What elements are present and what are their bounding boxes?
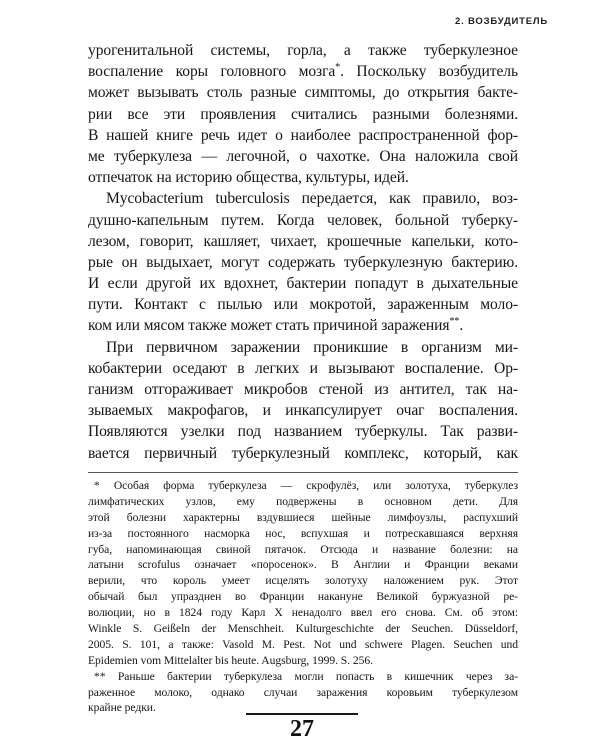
text-line: рые он выдыхает, могут содержать туберкулезную бактерию. (88, 253, 518, 271)
footnote-line: ** Раньше бактерии туберкулеза могли попасть в кишечник через за- (94, 669, 518, 683)
text-line: отпечаток на историю общества, культуры, идей. (88, 169, 409, 187)
text-line: лезом, говорит, кашляет, чихает, крошечные капельки, кото- (88, 232, 518, 250)
footnotes (88, 478, 518, 716)
footnote-line: из-за постоянного насморка нос, вспухшая и потрескавшаяся верхняя (88, 526, 518, 540)
text-line: ме туберкулеза — легочной, о чахотке. Она наложила свой (88, 147, 518, 165)
text-line: урогенитальной системы, горла, а также туберкулезное (88, 42, 518, 59)
text-line: И если другой их вдохнет, бактерии попадут в дыхательные (88, 275, 518, 293)
footnote-marker-2: ** (94, 669, 106, 683)
footnote-marker-1: * (94, 479, 100, 492)
footnote-line: этой болезни характерны вздувшиеся шейные лимфоузлы, распухший (88, 510, 518, 524)
footnote-ref-1: * (335, 62, 341, 73)
footnote-line: Winkle S. Geißeln der Menschheit. Kulturgeschichte der Seuchen. Düsseldorf, (88, 622, 518, 636)
running-header: 2. ВОЗБУДИТЕЛЬ (455, 16, 548, 27)
footnote-line: 2005. S. 101, а также: Vasold M. Pest. Not und schwere Plagen. Seuchen und (88, 637, 518, 651)
footnote-line: латыни scrofulus означает «поросенок». В Англии и Франции веками (88, 558, 518, 572)
footnote-line: верили, что король умеет исцелять золотуху наложением рук. Этот (88, 574, 518, 588)
footnote-line: обычай был упразднен во Франции накануне Великой буржуазной ре- (88, 590, 518, 604)
footnote-line: лимфатических узлов, ему подвержены в основном дети. Для (88, 494, 518, 508)
footnote-ref-2: ** (449, 316, 460, 328)
text-line: Mycobacterium tuberculosis передается, как правило, воз- (106, 190, 518, 208)
page-number: 27 (290, 716, 314, 742)
text-line: При первичном заражении проникшие в организм ми- (106, 338, 518, 356)
footnote-line: губа, напоминающая свиной пятачок. Отсюда и название болезни: на (88, 542, 518, 556)
text-line: воспаление коры головного мозга*. Поскольку возбудитель (88, 62, 518, 81)
main-text (88, 40, 518, 464)
footnote-line: * Особая форма туберкулеза — скрофулёз, или золотуха, туберкулез (94, 479, 518, 492)
footnote-line: крайне редки. (88, 701, 156, 715)
text-line: рии все эти проявления считались разными болезнями. (88, 105, 518, 123)
text-line: душно-капельным путем. Когда человек, больной туберку- (88, 211, 518, 229)
text-line: пути. Контакт с пылью или мокротой, зараженным моло- (88, 296, 518, 314)
text-line: ганизм отгораживает микробов стеной из антител, так на- (88, 381, 518, 398)
footnote-line: раженное молоко, однако случаи заражения коровьим туберкулезом (88, 685, 518, 699)
text-line: может вызывать столь разные симптомы, до открытия бакте- (88, 84, 518, 102)
text-line: ком или мясом также может стать причиной заражения**. (88, 316, 464, 335)
text-line: вается первичный туберкулезный комплекс, который, как (88, 444, 518, 462)
text-line: зываемых макрофагов, и инкапсулирует очаг воспаления. (88, 402, 518, 420)
footnote-divider (88, 472, 518, 473)
footnote-line: Epidemien vom Mittelalter bis heute. Augsburg, 1999. S. 256. (88, 653, 373, 667)
footnote-line: волюции, но в 1824 году Карл X ненадолго ввел его снова. См. об этом: (88, 606, 518, 620)
text-line: В нашей книге речь идет о наиболее распространенной фор- (88, 126, 518, 144)
text-line: кобактерии оседают в легких и вызывают воспаление. Ор- (88, 359, 518, 377)
page-number-rule (246, 713, 358, 715)
text-line: Появляются узелки под названием туберкулы. Так разви- (88, 423, 518, 441)
